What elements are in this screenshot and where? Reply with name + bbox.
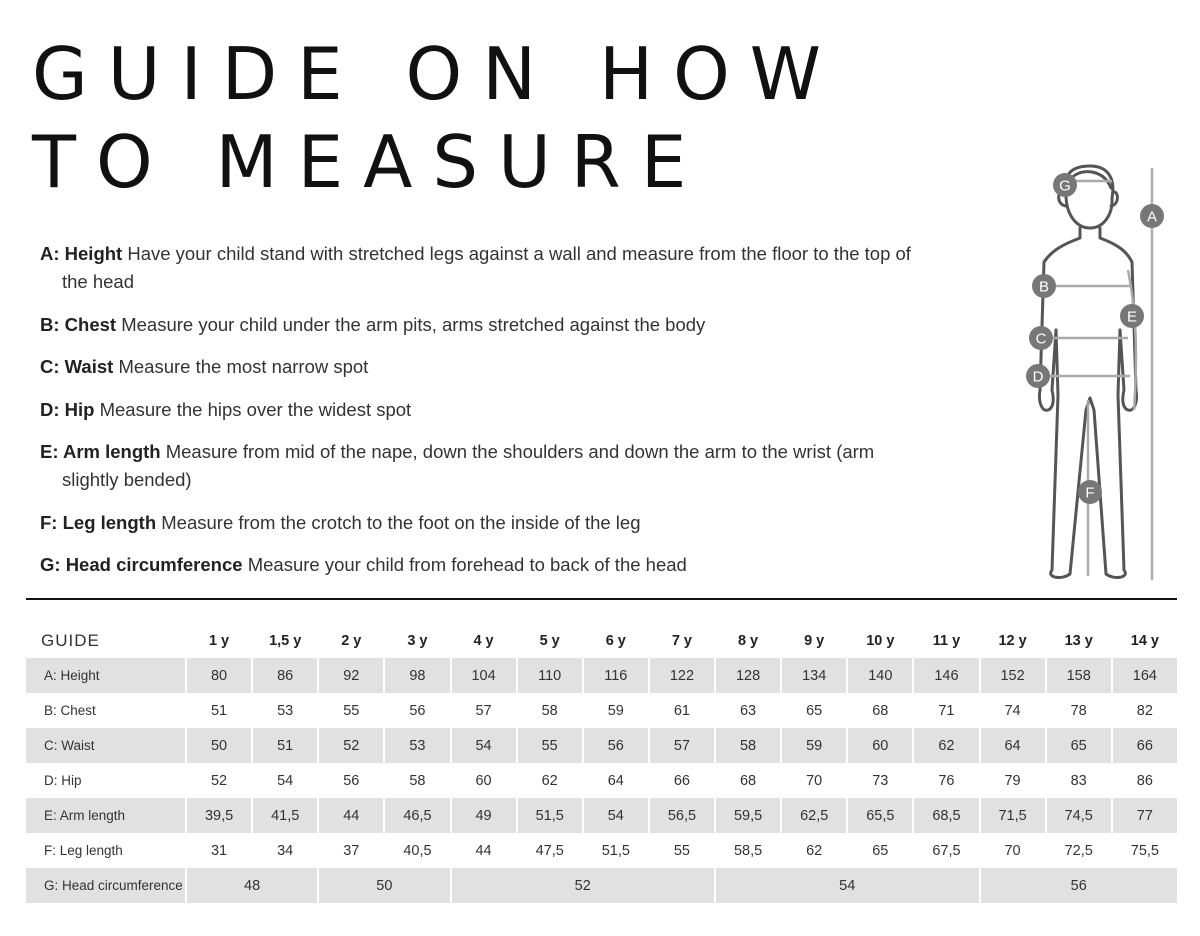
table-cell: 74,5 [1046,798,1112,833]
age-column-header: 5 y [539,632,560,649]
table-cell-merged: 52 [451,868,716,903]
title-line-1: GUIDE ON HOW [32,32,841,116]
table-cell: 46,5 [384,798,450,833]
table-cell: 57 [649,728,715,763]
table-cell: 59 [583,693,649,728]
age-column-header: 2 y [341,632,362,649]
marker-label-g: G [1059,177,1071,195]
table-cell: 56 [318,763,384,798]
table-cell: 41,5 [252,798,318,833]
child-measurement-figure-icon [1000,150,1190,590]
table-cell: 62 [781,833,847,868]
table-cell: 78 [1046,693,1112,728]
table-cell: 116 [583,658,649,693]
instruction-label: B: Chest [40,313,117,335]
table-cell: 56,5 [649,798,715,833]
table-cell: 53 [252,693,318,728]
instruction-hip [40,396,920,424]
marker-label-a: A [1146,208,1158,226]
instruction-leg-length [40,509,920,537]
instruction-text: Measure the hips over the widest spot [99,398,412,420]
table-cell: 57 [451,693,517,728]
marker-label-d: D [1032,368,1044,386]
instruction-label: C: Waist [40,356,114,377]
table-cell: 63 [715,693,781,728]
table-cell: 51,5 [517,798,583,833]
table-cell: 70 [781,763,847,798]
table-row-head-circumference [26,868,1178,903]
instruction-arm-length [40,438,920,494]
size-table-header [26,623,1178,658]
table-cell: 68,5 [913,798,979,833]
table-cell-merged: 54 [715,868,980,903]
instruction-text: Measure from mid of the nape, down the shoulders and down the arm to the wrist (arm slightly bended) [62,441,875,490]
table-cell: 62 [913,728,979,763]
table-cell: 73 [847,763,913,798]
table-cell: 34 [252,833,318,868]
table-cell: 86 [252,658,318,693]
table-cell: 59,5 [715,798,781,833]
title-line-2: TO MEASURE [32,120,707,204]
table-cell: 152 [980,658,1046,693]
table-cell: 82 [1112,693,1178,728]
age-column-header: 8 y [737,632,759,649]
table-cell: 64 [980,728,1046,763]
table-cell: 58 [384,763,450,798]
table-cell: 55 [318,693,384,728]
size-table-body [26,658,1178,903]
table-cell: 52 [318,728,384,763]
age-column-header: 7 y [671,632,693,649]
instruction-text: Measure the most narrow spot [118,356,369,377]
table-cell: 49 [451,798,517,833]
table-cell-merged: 56 [980,868,1179,903]
table-cell: 47,5 [517,833,583,868]
table-cell: 54 [252,763,318,798]
table-cell: 52 [186,763,252,798]
table-cell: 51 [186,693,252,728]
instruction-label: F: Leg length [40,511,157,533]
table-cell: 37 [318,833,384,868]
table-cell: 66 [649,763,715,798]
instruction-label: D: Hip [40,398,95,420]
age-column-header: 3 y [407,632,428,649]
table-cell: 71 [913,693,979,728]
measurement-instructions [40,240,920,594]
table-row [26,728,1178,763]
table-cell: 158 [1046,658,1112,693]
table-cell: 74 [980,693,1046,728]
table-cell: 65 [781,693,847,728]
table-cell: 64 [583,763,649,798]
table-cell: 31 [186,833,252,868]
table-cell: 70 [980,833,1046,868]
table-cell: 128 [715,658,781,693]
marker-label-b: B [1038,278,1050,296]
table-cell: 61 [649,693,715,728]
age-column-header: 6 y [605,632,626,649]
table-cell: 56 [384,693,450,728]
table-cell: 53 [384,728,450,763]
table-cell: 51 [252,728,318,763]
header-row [26,623,1178,658]
table-cell: 76 [913,763,979,798]
table-cell: 44 [318,798,384,833]
age-column-header: 9 y [804,632,825,649]
marker-d [1026,364,1050,388]
table-cell: 75,5 [1112,833,1178,868]
marker-label-c: C [1035,330,1047,348]
table-cell: 55 [517,728,583,763]
marker-c [1029,326,1053,350]
table-cell: 55 [649,833,715,868]
table-cell: 67,5 [913,833,979,868]
marker-label-e: E [1126,308,1138,326]
instruction-waist [40,353,920,381]
table-cell: 77 [1112,798,1178,833]
table-cell: 79 [980,763,1046,798]
table-cell: 50 [186,728,252,763]
table-cell: 110 [517,658,583,693]
instruction-text: Measure your child from forehead to back of the head [247,554,687,575]
section-divider [26,598,1177,600]
age-column-header: 14 y [1130,632,1159,649]
table-cell: 83 [1046,763,1112,798]
instruction-text: Measure from the crotch to the foot on the inside of the leg [161,511,641,533]
row-label: F: Leg length [26,833,186,868]
table-cell: 65,5 [847,798,913,833]
table-cell: 86 [1112,763,1178,798]
table-cell: 58 [715,728,781,763]
row-label: C: Waist [26,728,186,763]
table-cell: 62 [517,763,583,798]
table-cell: 98 [384,658,450,693]
age-column-header: 10 y [866,632,895,649]
instruction-label: A: Height [40,243,123,264]
row-label: B: Chest [26,693,186,728]
table-cell-merged: 50 [318,868,450,903]
row-label: A: Height [26,658,186,693]
row-label: G: Head circumference [26,868,186,903]
age-column-header: 1,5 y [269,632,302,649]
age-column-header: 1 y [208,632,230,649]
table-row [26,658,1178,693]
marker-g [1053,173,1077,197]
guide-header: GUIDE [41,630,100,650]
instruction-text: Have your child stand with stretched legs against a wall and measure from the floor to the top of the head [62,243,911,292]
table-cell: 68 [847,693,913,728]
table-cell: 51,5 [583,833,649,868]
table-cell: 146 [913,658,979,693]
table-cell: 44 [451,833,517,868]
table-row [26,833,1178,868]
instruction-label: G: Head circumference [40,554,243,575]
table-cell: 134 [781,658,847,693]
table-cell: 104 [451,658,517,693]
table-cell: 140 [847,658,913,693]
table-cell: 56 [583,728,649,763]
table-cell: 92 [318,658,384,693]
instruction-text: Measure your child under the arm pits, arms stretched against the body [121,313,706,335]
table-cell: 60 [847,728,913,763]
row-label: D: Hip [26,763,186,798]
table-cell: 68 [715,763,781,798]
size-chart-table [26,623,1179,903]
table-cell: 39,5 [186,798,252,833]
table-cell: 164 [1112,658,1178,693]
marker-label-f: F [1085,484,1095,502]
table-cell: 62,5 [781,798,847,833]
table-cell: 58 [517,693,583,728]
table-row [26,763,1178,798]
instruction-height [40,240,920,296]
age-column-header: 12 y [998,632,1027,649]
row-label: E: Arm length [26,798,186,833]
table-cell: 65 [1046,728,1112,763]
marker-a [1140,204,1164,228]
table-cell: 58,5 [715,833,781,868]
table-cell: 60 [451,763,517,798]
table-cell: 72,5 [1046,833,1112,868]
table-cell-merged: 48 [186,868,318,903]
table-row [26,798,1178,833]
instruction-chest [40,311,920,339]
table-cell: 40,5 [384,833,450,868]
marker-b [1032,274,1056,298]
age-column-header: 4 y [473,632,494,649]
table-cell: 80 [186,658,252,693]
instruction-head-circumference [40,551,920,579]
marker-f [1078,480,1102,504]
table-cell: 54 [583,798,649,833]
table-cell: 59 [781,728,847,763]
table-row [26,693,1178,728]
table-cell: 66 [1112,728,1178,763]
marker-e [1120,304,1144,328]
table-cell: 71,5 [980,798,1046,833]
table-cell: 54 [451,728,517,763]
age-column-header: 13 y [1064,632,1093,649]
table-cell: 65 [847,833,913,868]
table-cell: 122 [649,658,715,693]
page-title [32,30,841,206]
instruction-label: E: Arm length [40,441,161,462]
age-column-header: 11 y [932,632,961,649]
